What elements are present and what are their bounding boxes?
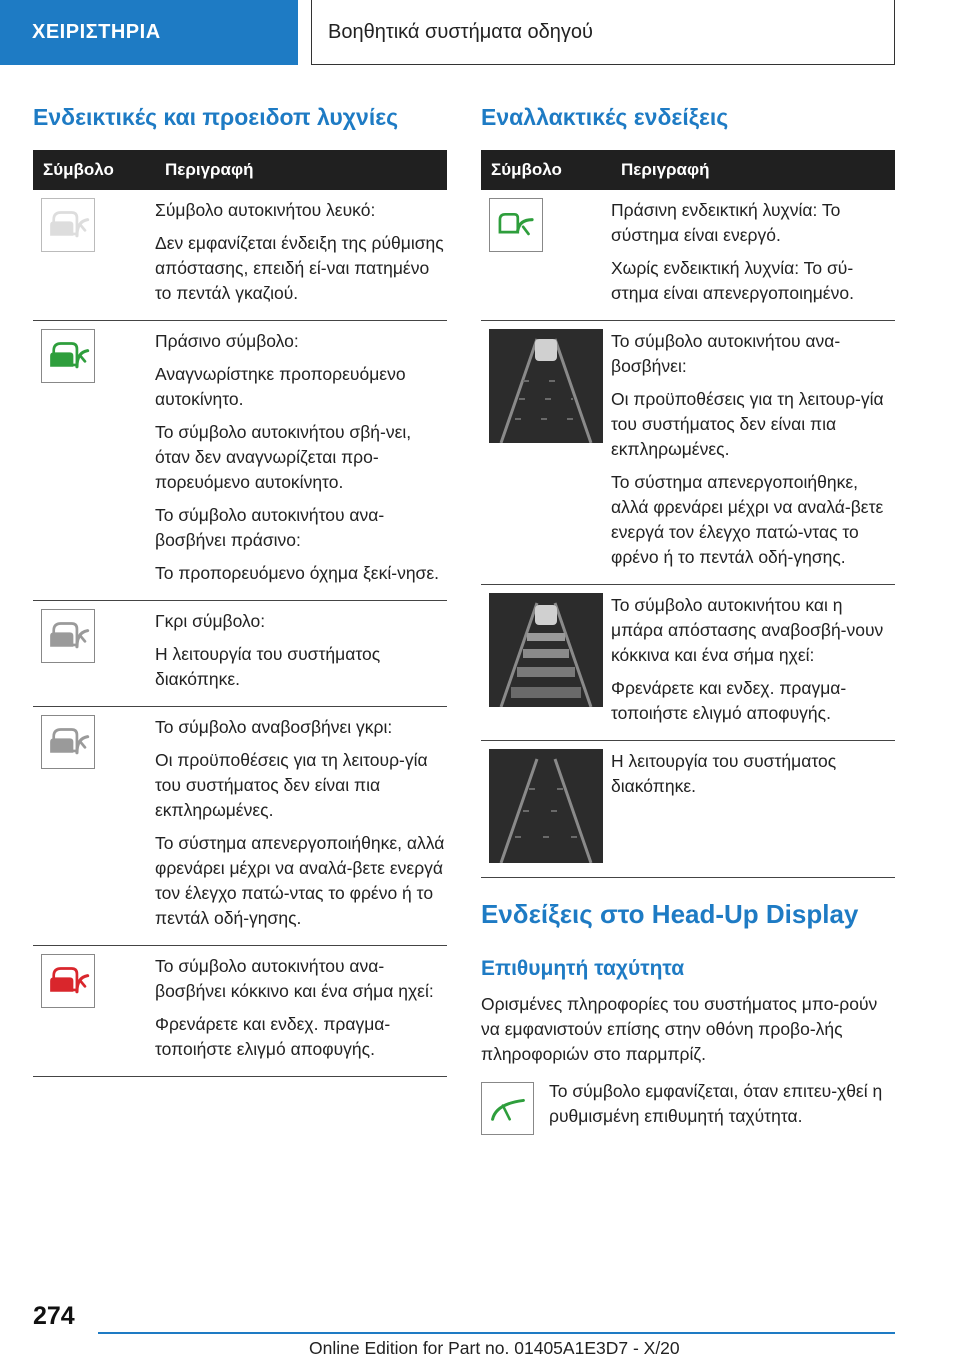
row-text: Φρενάρετε και ενδεχ. πραγμα-τοποιήστε ελιγμό αποφυγής. (155, 1014, 391, 1059)
alternative-displays-table (481, 150, 895, 878)
col-symbol: Σύμβολο (481, 150, 611, 190)
page-number: 274 (33, 1302, 75, 1330)
warning-lamps-table (33, 150, 447, 1077)
speed-indicator-box (481, 1082, 534, 1135)
chapter-title: Βοηθητικά συστήματα οδηγού (311, 0, 895, 65)
row-text: Οι προϋποθέσεις για τη λειτουρ-γία του συστήματος δεν είναι πια εκπληρωμένες. (155, 750, 428, 820)
row-text: Δεν εμφανίζεται ένδειξη της ρύθμισης απόστασης, επειδή εί-ναι πατημένο το πεντάλ γκαζιού. (155, 233, 444, 303)
hud-heading: Ενδείξεις στο Head-Up Display (481, 899, 859, 929)
lane-car-bars-icon (489, 593, 603, 707)
row-text: Χωρίς ενδεικτική λυχνία: Το σύ-στημα είναι απενεργοποιημένο. (611, 258, 854, 303)
table-row (481, 741, 895, 878)
row-text: Οι προϋποθέσεις για τη λειτουρ-γία του συστήματος δεν είναι πια εκπληρωμένες. (611, 389, 884, 459)
row-text: Το σύμβολο αυτοκινήτου ανα-βοσβήνει κόκκινο και ένα σήμα ηχεί: (155, 956, 434, 1001)
table-row (481, 190, 895, 321)
speed-icon-text: Το σύμβολο εμφανίζεται, όταν επιτευ-χθεί η ρυθμισμένη επιθυμητή ταχύτητα. (549, 1081, 883, 1126)
col-description: Περιγραφή (155, 150, 447, 190)
col-symbol: Σύμβολο (33, 150, 155, 190)
row-text: Το σύμβολο αυτοκινήτου και η μπάρα απόστασης αναβοσβή-νουν κόκκινα και ένα σήμα ηχεί: (611, 595, 884, 665)
row-text: Το σύμβολο αυτοκινήτου ανα-βοσβήνει πράσινο: (155, 505, 385, 550)
row-text: Το σύστημα απενεργοποιήθηκε, αλλά φρενάρει μέχρι να αναλά-βετε ενεργά τον έλεγχο πατώ-ντας το φρένο ή το πεντάλ οδή-γησης. (611, 472, 884, 567)
col-description: Περιγραφή (611, 150, 895, 190)
row-text: Το σύμβολο αναβοσβήνει γκρι: (155, 717, 393, 737)
footer-rule (98, 1332, 895, 1334)
car-symbol-green-icon (43, 331, 93, 381)
speed-paragraph: Ορισμένες πληροφορίες του συστήματος μπο-ρούν να εμφανιστούν επίσης στην οθόνη προβο-λής πληροφοριών στο παρμπρίζ. (481, 994, 878, 1064)
table-row (33, 946, 447, 1077)
table-row (33, 601, 447, 707)
table-row (481, 585, 895, 741)
row-text: Πράσινη ενδεικτική λυχνία: Το σύστημα είναι ενεργό. (611, 200, 841, 245)
row-text: Το σύμβολο αυτοκινήτου ανα-βοσβήνει: (611, 331, 841, 376)
row-text: Το προπορευόμενο όχημα ξεκί-νησε. (155, 563, 440, 583)
lane-empty-icon (489, 749, 603, 863)
row-text: Γκρι σύμβολο: (155, 611, 266, 631)
speed-heading: Επιθυμητή ταχύτητα (481, 957, 685, 980)
table-row (33, 190, 447, 321)
car-symbol-red-icon (43, 956, 93, 1006)
speed-reached-icon (484, 1085, 532, 1133)
green-indicator-icon (491, 200, 541, 250)
row-text: Σύμβολο αυτοκινήτου λευκό: (155, 200, 376, 220)
car-symbol-gray-icon (43, 611, 93, 661)
table-row (33, 321, 447, 601)
table-row (33, 707, 447, 946)
footer-edition: Online Edition for Part no. 01405A1E3D7 - X/20 (309, 1338, 680, 1358)
row-text: Η λειτουργία του συστήματος διακόπηκε. (611, 751, 837, 796)
row-text: Φρενάρετε και ενδεχ. πραγμα-τοποιήστε ελιγμό αποφυγής. (611, 678, 847, 723)
left-heading: Ενδεικτικές και προειδοπ λυχνίες (33, 104, 399, 130)
row-text: Η λειτουργία του συστήματος διακόπηκε. (155, 644, 381, 689)
table-row (481, 321, 895, 585)
section-tab: ΧΕΙΡΙΣΤΗΡΙΑ (0, 0, 298, 65)
row-text: Πράσινο σύμβολο: (155, 331, 299, 351)
car-symbol-gray-blinking-icon (43, 717, 93, 767)
row-text: Το σύμβολο αυτοκινήτου σβή-νει, όταν δεν αναγνωρίζεται προ-πορευόμενο αυτοκίνητο. (155, 422, 412, 492)
row-text: Το σύστημα απενεργοποιήθηκε, αλλά φρενάρει μέχρι να αναλά-βετε ενεργά τον έλεγχο πατώ-ντας το φρένο ή το πεντάλ οδή-γησης. (155, 833, 445, 928)
car-symbol-white-icon (43, 200, 93, 250)
row-text: Αναγνωρίστηκε προπορευόμενο αυτοκίνητο. (155, 364, 406, 409)
right-heading: Εναλλακτικές ενδείξεις (481, 104, 729, 130)
lane-car-icon (489, 329, 603, 443)
